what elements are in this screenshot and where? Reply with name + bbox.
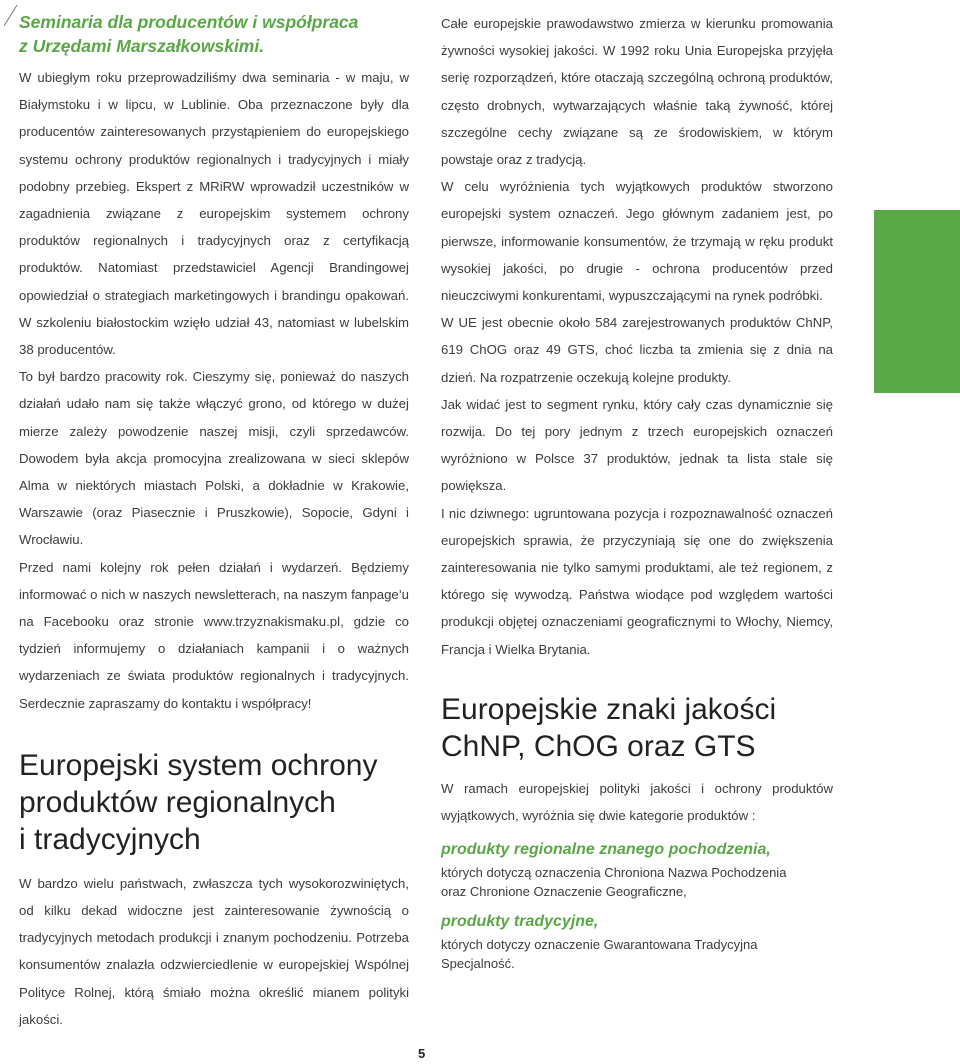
right-column xyxy=(441,10,833,973)
decorative-green-block xyxy=(874,210,960,393)
paragraph-legislation: Całe europejskie prawodawstwo zmierza w kierunku promowania żywności wysokiej jakości. W 1992 roku Unia Europejska przyjęła serię rozporządzeń, które otaczają szczególną ochroną produktów, często drobnych, wytwarzających właśnie taką żywność, której szczególne cechy związane są ze środowiskiem, w którym powstaje oraz z tradycją. xyxy=(441,16,833,168)
category-traditional-description xyxy=(441,935,833,973)
decorative-slash xyxy=(2,4,20,34)
page-number: 5 xyxy=(418,1046,426,1061)
description-line: Specjalność. xyxy=(441,956,515,972)
heading-line: ChNP, ChOG oraz GTS xyxy=(441,729,756,763)
paragraph-interest: W bardzo wielu państwach, zwłaszcza tych wysokorozwiniętych, od kilku dekad widoczne jest zainteresowanie żywnością o tradycyjnych metodach produkcji i znanym pochodzeniu. Potrzeba konsumentów znalazła odzwierciedlenie w europejskiej Wspólnej Polityce Rolnej, którą śmiało można określić mianem polityki jakości. xyxy=(19,875,409,1027)
paragraph-label-system: W celu wyróżnienia tych wyjątkowych produktów stworzono europejski system oznaczeń. Jego głównym zadaniem jest, po pierwsze, informowanie konsumentów, że trzymają w ręku produkt wysokiej jakości, po drugie - ochrona producentów przed nieuczciwymi konkurentami, wypuszczającymi na rynek podróbki. xyxy=(441,179,833,304)
paragraph-next-year: Przed nami kolejny rok pełen działań i wydarzeń. Będziemy informować o nich w naszych newsletterach, na naszym fanpage’u na Facebooku oraz stronie www.trzyznakismaku.pl, gdzie co tydzień informujemy o działaniach kampanii i o ważnych wydarzeniach ze świata produktów regionalnych i tradycyjnych. Serdecznie zapraszamy do kontaktu i współpracy! xyxy=(19,559,409,711)
paragraph-recognition: I nic dziwnego: ugruntowana pozycja i rozpoznawalność oznaczeń europejskich sprawia, że przyczyniają się one do zwiększenia zainteresowania nie tylko samymi produktami, ale też regionem, z którego się wywodzą. Państwa wiodące pod względem wartości produkcji objętej oznaczeniami geograficznymi to Włochy, Niemcy, Francja i Wielka Brytania. xyxy=(441,505,833,657)
paragraph-busy-year: To był bardzo pracowity rok. Cieszymy się, ponieważ do naszych działań udało nam się także włączyć grono, od którego w dużej mierze zależy powodzenie naszej misji, czyli sprzedawców. Dowodem była akcja promocyjna zrealizowana w sieci sklepów Alma w niektórych miastach Polski, a dokładnie w Krakowie, Warszawie (oraz Piasecznie i Pruszkowie), Sopocie, Gdyni i Wrocławiu. xyxy=(19,369,409,548)
title-line: Seminaria dla producentów i współpraca xyxy=(19,12,359,32)
paragraph-seminars: W ubiegłym roku przeprowadziliśmy dwa seminaria - w maju, w Białymstoku i w lipcu, w Lublinie. Oba przeznaczone były dla producentów zainteresowanych przystąpieniem do europejskiego systemu ochrony produktów regionalnych i tradycyjnych i miały podobny przebieg. Ekspert z MRiRW wprowadził uczestników w zagadnienia związane z europejskim systemem ochrony produktów regionalnych i tradycyjnych oraz z certyfikacją produktów. Natomiast przedstawiciel Agencji Brandingowej opowiedział o strategiach marketingowych i brandingu opakowań. W szkoleniu białostockim wzięło udział 43, natomiast w lubelskim 38 producentów. xyxy=(19,70,409,358)
description-line: których dotyczy oznaczenie Gwarantowana Tradycyjna xyxy=(441,937,758,953)
paragraph-growth: Jak widać jest to segment rynku, który cały czas dynamicznie się rozwija. Do tej pory jednym z trzech europejskich oznaczeń wyróżniono w Polsce 37 produktów, jednak ta lista stale się powiększa. xyxy=(441,396,833,494)
description-line: oraz Chronione Oznaczenie Geograficzne, xyxy=(441,884,687,900)
heading-quality-marks xyxy=(441,691,833,765)
heading-line: i tradycyjnych xyxy=(19,822,201,856)
heading-european-system xyxy=(19,747,409,858)
description-line: których dotyczą oznaczenia Chroniona Nazwa Pochodzenia xyxy=(441,865,787,881)
category-traditional-title: produkty tradycyjne, xyxy=(441,913,599,931)
left-column xyxy=(19,10,409,1033)
category-regional-description xyxy=(441,863,833,901)
heading-line: Europejski system ochrony xyxy=(19,748,378,782)
category-regional-title: produkty regionalne znanego pochodzenia, xyxy=(441,841,771,859)
paragraph-eu-counts: W UE jest obecnie około 584 zarejestrowanych produktów ChNP, 619 ChOG oraz 49 GTS, choć liczba ta zmienia się z dnia na dzień. Na rozpatrzenie oczekują kolejne produkty. xyxy=(441,315,833,385)
paragraph-categories-intro: W ramach europejskiej polityki jakości i ochrony produktów wyjątkowych, wyróżnia się dwie kategorie produktów : xyxy=(441,780,833,824)
section-title-seminars xyxy=(19,10,409,58)
title-line: z Urzędami Marszałkowskimi. xyxy=(19,36,265,56)
heading-line: produktów regionalnych xyxy=(19,785,336,819)
heading-line: Europejskie znaki jakości xyxy=(441,692,777,726)
